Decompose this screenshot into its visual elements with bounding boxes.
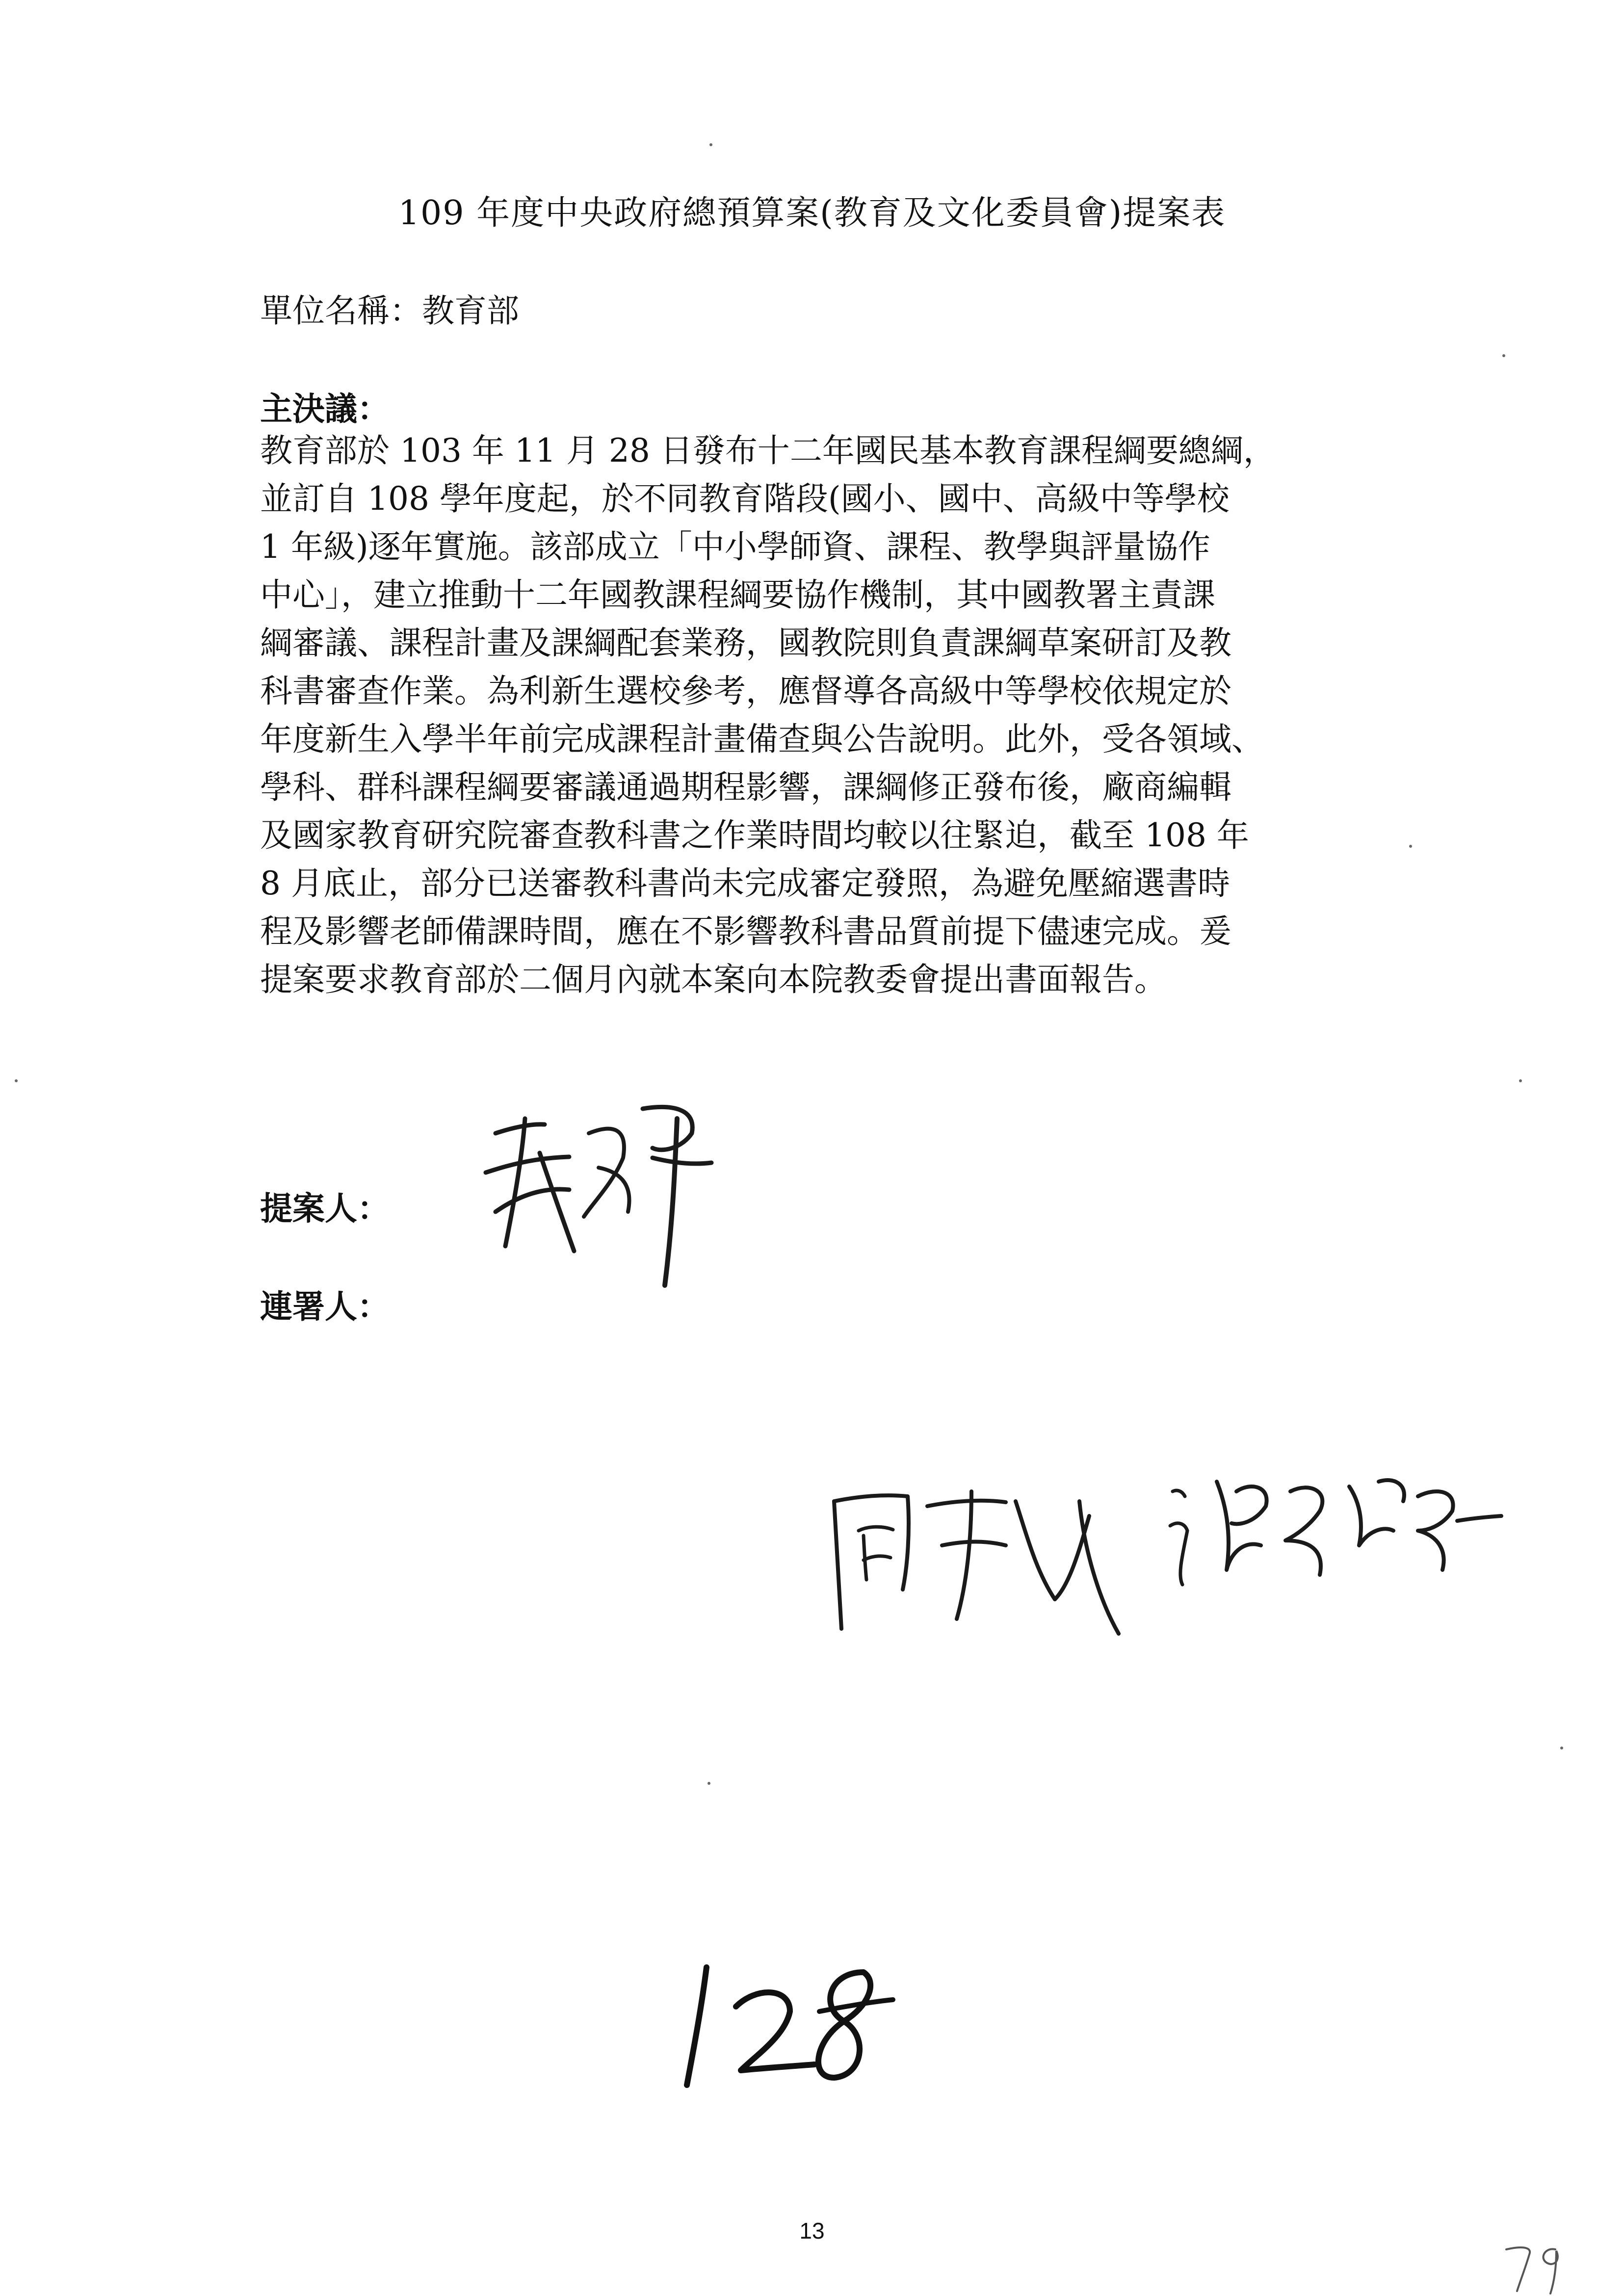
scan-speck	[709, 143, 712, 146]
resolution-line: 學科、群科課程綱要審議通過期程影響，課綱修正發布後，廠商編輯	[260, 768, 1231, 806]
resolution-line: 年度新生入學半年前完成課程計畫備查與公告說明。此外，受各領域、	[260, 720, 1264, 758]
corner-number-text	[1501, 2242, 1502, 2243]
proposer-signature	[466, 1089, 721, 1295]
handwritten-number	[672, 1953, 898, 2100]
page-number: 13	[799, 2218, 825, 2244]
scan-speck	[15, 1079, 18, 1082]
cosigner-label: 連署人：	[260, 1287, 390, 1326]
scan-speck	[707, 1782, 710, 1785]
resolution-line: 及國家教育研究院審查教科書之作業時間均較以往緊迫，截至 108 年	[260, 816, 1249, 854]
scan-speck	[1409, 845, 1412, 848]
cosigner-signature-2	[1163, 1462, 1506, 1609]
resolution-line: 並訂自 108 學年度起，於不同教育階段(國小、國中、高級中等學校	[260, 480, 1230, 518]
resolution-line: 程及影響老師備課時間，應在不影響教科書品質前提下儘速完成。爰	[260, 913, 1231, 950]
scan-speck	[1560, 1747, 1563, 1749]
unit-label: 單位名稱：	[260, 292, 422, 330]
resolution-line: 8 月底止，部分已送審教科書尚未完成審定發照，為避免壓縮選書時	[260, 864, 1230, 902]
corner-number-strokes	[1501, 2242, 1570, 2296]
resolution-line: 教育部於 103 年 11 月 28 日發布十二年國民基本教育課程綱要總綱，	[260, 432, 1276, 470]
resolution-line: 綱審議、課程計畫及課綱配套業務，國教院則負責課綱草案研訂及教	[260, 624, 1231, 662]
cosigner-signature-1	[824, 1472, 1128, 1648]
scan-speck	[1519, 1079, 1522, 1082]
unit-name: 教育部	[422, 292, 519, 330]
resolution-body	[260, 427, 1393, 1004]
handwritten-number-strokes	[672, 1953, 898, 2100]
resolution-line: 1 年級)逐年實施。該部成立「中小學師資、課程、教學與評量協作	[260, 528, 1210, 566]
proposer-label: 提案人：	[260, 1189, 390, 1227]
page-title: 109 年度中央政府總預算案(教育及文化委員會)提案表	[398, 194, 1226, 233]
corner-number	[1501, 2242, 1570, 2296]
resolution-line: 科書審查作業。為利新生選校參考，應督導各高級中等學校依規定於	[260, 672, 1231, 710]
scan-speck	[1502, 354, 1505, 357]
resolution-heading: 主決議：	[260, 390, 390, 428]
unit-line	[260, 285, 519, 331]
resolution-line: 中心」，建立推動十二年國教課程綱要協作機制，其中國教署主責課	[260, 576, 1215, 614]
resolution-line: 提案要求教育部於二個月內就本案向本院教委會提出書面報告。	[260, 961, 1167, 998]
